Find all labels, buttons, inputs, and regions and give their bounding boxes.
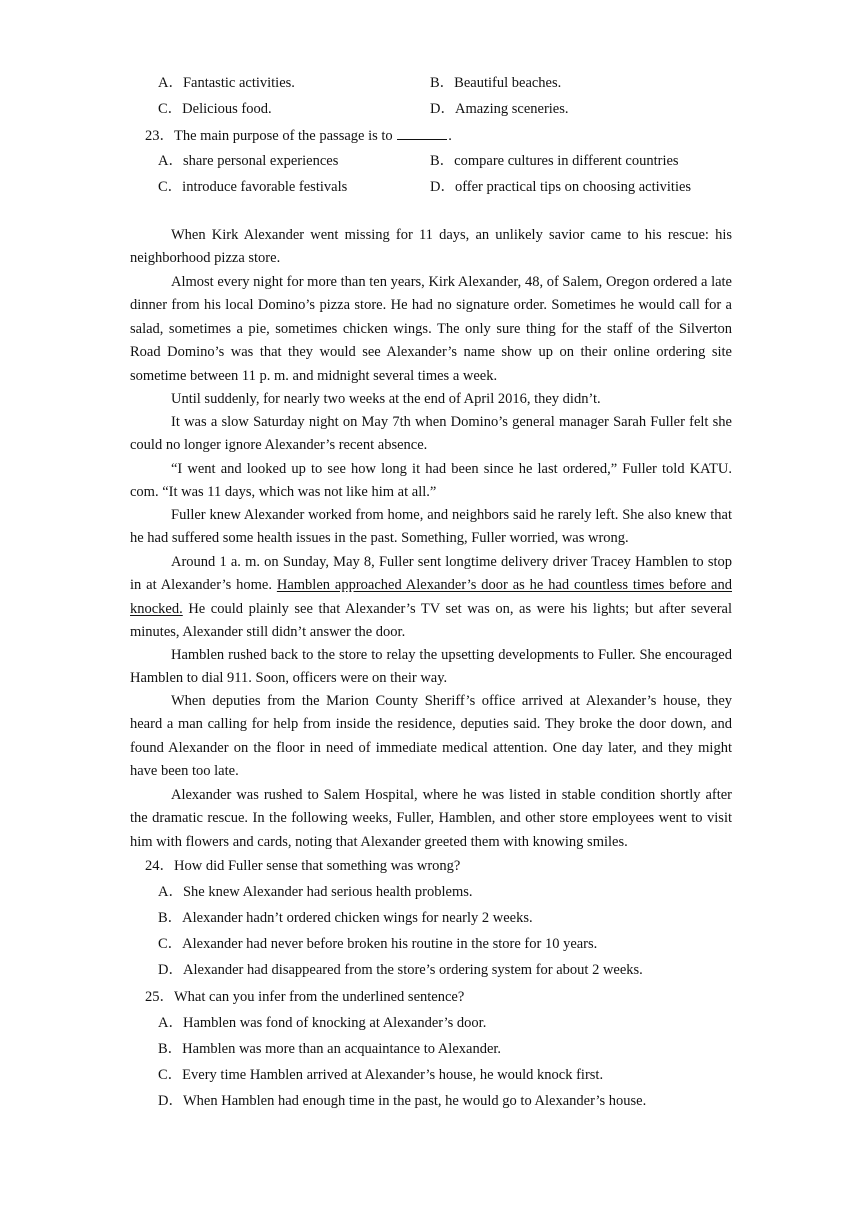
q23-stem-end: . xyxy=(448,128,452,144)
q23-stem xyxy=(145,126,452,145)
underlined-sentence: Hamblen approached Alexander’s door as he had countless times before and knocked. xyxy=(130,577,732,617)
passage-text: Until suddenly, for nearly two weeks at the end of April 2016, they didn’t. xyxy=(171,391,601,407)
passage-text: “I went and looked up to see how long it had been since he last ordered,” Fuller told KATU. com. “It was 11 days, which was not like him at all.” xyxy=(130,461,732,501)
passage-text: When deputies from the Marion County Sheriff’s office arrived at Alexander’s house, they heard a man calling for help from inside the residence, deputies said. They broke the door down, and found Alexander on the floor in need of immediate medical attention. One day later, and they might have been too late. xyxy=(130,693,732,780)
passage-paragraph-4 xyxy=(130,411,732,458)
passage-paragraph-6 xyxy=(130,504,732,551)
q24-option-c: C．Alexander had never before broken his routine in the store for 10 years. xyxy=(158,936,598,952)
q23-option-c: C．introduce favorable festivals xyxy=(158,179,348,195)
q22-option-b: B．Beautiful beaches. xyxy=(430,75,562,91)
q22-option-a: A．Fantastic activities. xyxy=(158,75,295,91)
passage-text: Hamblen rushed back to the store to relay the upsetting developments to Fuller. She encouraged Hamblen to dial 911. Soon, officers were on their way. xyxy=(130,647,732,687)
q25-option-c: C．Every time Hamblen arrived at Alexander’s house, he would knock first. xyxy=(158,1067,604,1083)
passage-paragraph-5 xyxy=(130,458,732,505)
q24-stem: 24．How did Fuller sense that something was wrong? xyxy=(145,858,461,874)
passage-paragraph-1 xyxy=(130,224,732,271)
q24-option-a: A．She knew Alexander had serious health problems. xyxy=(158,884,473,900)
q24-option-b: B．Alexander hadn’t ordered chicken wings for nearly 2 weeks. xyxy=(158,910,533,926)
passage-text: When Kirk Alexander went missing for 11 days, an unlikely savior came to his rescue: his neighborhood pizza store. xyxy=(130,227,732,267)
q24-option-d: D．Alexander had disappeared from the store’s ordering system for about 2 weeks. xyxy=(158,962,643,978)
passage-text: Fuller knew Alexander worked from home, and neighbors said he rarely left. She also knew that he had suffered some health issues in the past. Something, Fuller worried, was wrong. xyxy=(130,507,732,547)
passage-paragraph-3 xyxy=(130,388,732,411)
passage-text: Around 1 a. m. on Sunday, May 8, Fuller sent longtime delivery driver Tracey Hamblen to stop in at Alexander’s home. xyxy=(130,554,732,594)
q23-stem-text: 23．The main purpose of the passage is to xyxy=(145,128,397,144)
q25-stem: 25．What can you infer from the underlined sentence? xyxy=(145,989,465,1005)
passage-text: Almost every night for more than ten years, Kirk Alexander, 48, of Salem, Oregon ordered a late dinner from his local Domino’s pizza store. He had no signature order. Sometimes he would call for a salad, sometimes a pie, sometimes chicken wings. The only sure thing for the staff of the Silverton Road Domino’s was that they would see Alexander’s name show up on their online ordering site sometime between 11 p. m. and midnight several times a week. xyxy=(130,274,732,384)
q25-option-a: A．Hamblen was fond of knocking at Alexander’s door. xyxy=(158,1015,487,1031)
passage-paragraph-7 xyxy=(130,551,732,645)
q22-option-c: C．Delicious food. xyxy=(158,101,272,117)
q25-option-b: B．Hamblen was more than an acquaintance to Alexander. xyxy=(158,1041,502,1057)
passage-paragraph-10 xyxy=(130,784,732,854)
passage-text: It was a slow Saturday night on May 7th when Domino’s general manager Sarah Fuller felt she could no longer ignore Alexander’s recent absence. xyxy=(130,414,732,454)
q23-option-a: A．share personal experiences xyxy=(158,153,339,169)
passage-paragraph-2 xyxy=(130,271,732,388)
q22-option-d: D．Amazing sceneries. xyxy=(430,101,569,117)
passage-paragraph-9 xyxy=(130,690,732,784)
answer-blank xyxy=(397,126,447,140)
q23-option-b: B．compare cultures in different countries xyxy=(430,153,679,169)
q23-option-d: D．offer practical tips on choosing activities xyxy=(430,179,692,195)
q25-option-d: D．When Hamblen had enough time in the past, he would go to Alexander’s house. xyxy=(158,1093,647,1109)
passage-paragraph-8 xyxy=(130,644,732,691)
passage-text: Alexander was rushed to Salem Hospital, where he was listed in stable condition shortly after the dramatic rescue. In the following weeks, Fuller, Hamblen, and other store employees went to visit him with flowers and cards, noting that Alexander greeted them with knowing smiles. xyxy=(130,787,732,850)
passage-text: He could plainly see that Alexander’s TV set was on, as were his lights; but after several minutes, Alexander still didn’t answer the door. xyxy=(130,600,732,641)
